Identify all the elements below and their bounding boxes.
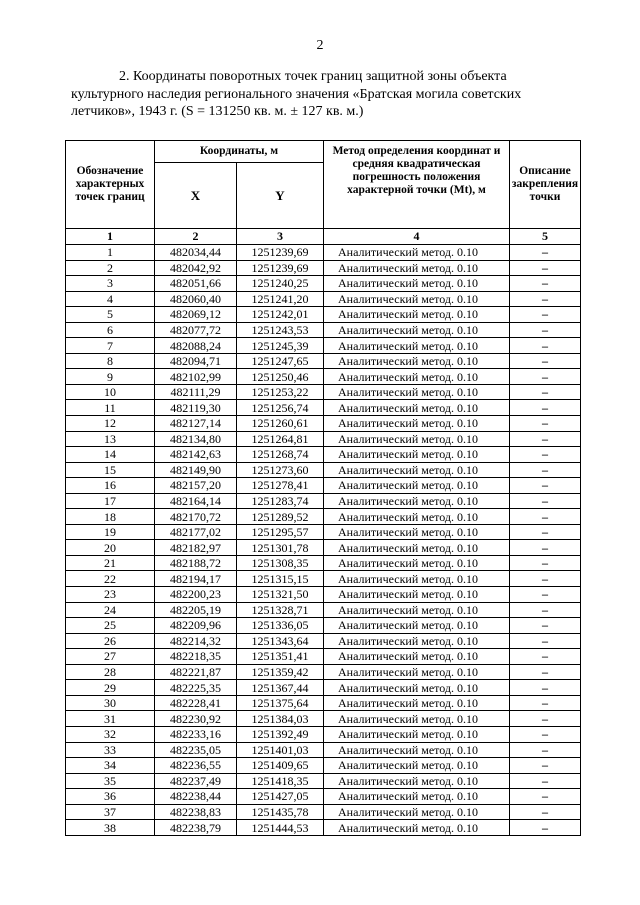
point-number: 16 [66,478,155,494]
point-number: 18 [66,509,155,525]
point-number: 2 [66,260,155,276]
y-coordinate: 1251351,41 [237,649,324,665]
description-cell: – [510,758,581,774]
y-coordinate: 1251401,03 [237,742,324,758]
method-cell: Аналитический метод. 0.10 [324,416,510,432]
y-coordinate: 1251343,64 [237,633,324,649]
x-coordinate: 482237,49 [155,773,237,789]
y-coordinate: 1251367,44 [237,680,324,696]
header-y: Y [237,163,324,229]
description-cell: – [510,695,581,711]
method-cell: Аналитический метод. 0.10 [324,742,510,758]
method-cell: Аналитический метод. 0.10 [324,540,510,556]
description-cell: – [510,431,581,447]
method-cell: Аналитический метод. 0.10 [324,447,510,463]
method-cell: Аналитический метод. 0.10 [324,338,510,354]
table-row [66,384,581,400]
description-cell: – [510,462,581,478]
table-row [66,773,581,789]
x-coordinate: 482060,40 [155,291,237,307]
point-number: 4 [66,291,155,307]
method-cell: Аналитический метод. 0.10 [324,695,510,711]
x-coordinate: 482119,30 [155,400,237,416]
x-coordinate: 482235,05 [155,742,237,758]
y-coordinate: 1251268,74 [237,447,324,463]
description-cell: – [510,540,581,556]
method-cell: Аналитический метод. 0.10 [324,649,510,665]
method-cell: Аналитический метод. 0.10 [324,711,510,727]
description-cell: – [510,493,581,509]
table-row [66,540,581,556]
section-heading [71,68,581,121]
point-number: 19 [66,524,155,540]
x-coordinate: 482088,24 [155,338,237,354]
y-coordinate: 1251289,52 [237,509,324,525]
column-number-row [66,229,581,245]
method-cell: Аналитический метод. 0.10 [324,602,510,618]
y-coordinate: 1251256,74 [237,400,324,416]
point-number: 30 [66,695,155,711]
table-row [66,618,581,634]
method-cell: Аналитический метод. 0.10 [324,664,510,680]
y-coordinate: 1251264,81 [237,431,324,447]
x-coordinate: 482238,44 [155,789,237,805]
table-row [66,820,581,836]
table-row [66,416,581,432]
y-coordinate: 1251247,65 [237,353,324,369]
description-cell: – [510,820,581,836]
point-number: 29 [66,680,155,696]
table-row [66,726,581,742]
y-coordinate: 1251295,57 [237,524,324,540]
y-coordinate: 1251245,39 [237,338,324,354]
table-row [66,804,581,820]
point-number: 38 [66,820,155,836]
method-cell: Аналитический метод. 0.10 [324,618,510,634]
table-row [66,664,581,680]
x-coordinate: 482238,79 [155,820,237,836]
description-cell: – [510,291,581,307]
x-coordinate: 482221,87 [155,664,237,680]
x-coordinate: 482182,97 [155,540,237,556]
x-coordinate: 482142,63 [155,447,237,463]
method-cell: Аналитический метод. 0.10 [324,260,510,276]
y-coordinate: 1251315,15 [237,571,324,587]
method-cell: Аналитический метод. 0.10 [324,587,510,603]
method-cell: Аналитический метод. 0.10 [324,571,510,587]
point-number: 26 [66,633,155,649]
description-cell: – [510,416,581,432]
y-coordinate: 1251239,69 [237,245,324,261]
point-number: 8 [66,353,155,369]
description-cell: – [510,322,581,338]
point-number: 11 [66,400,155,416]
x-coordinate: 482225,35 [155,680,237,696]
y-coordinate: 1251321,50 [237,587,324,603]
table-row [66,633,581,649]
method-cell: Аналитический метод. 0.10 [324,322,510,338]
description-cell: – [510,276,581,292]
x-coordinate: 482164,14 [155,493,237,509]
table-row [66,369,581,385]
column-number: 1 [66,229,155,245]
x-coordinate: 482127,14 [155,416,237,432]
x-coordinate: 482205,19 [155,602,237,618]
description-cell: – [510,245,581,261]
table-row [66,307,581,323]
point-number: 5 [66,307,155,323]
point-number: 13 [66,431,155,447]
x-coordinate: 482228,41 [155,695,237,711]
y-coordinate: 1251242,01 [237,307,324,323]
x-coordinate: 482214,32 [155,633,237,649]
x-coordinate: 482233,16 [155,726,237,742]
point-number: 21 [66,555,155,571]
y-coordinate: 1251240,25 [237,276,324,292]
description-cell: – [510,773,581,789]
table-row [66,447,581,463]
point-number: 22 [66,571,155,587]
method-cell: Аналитический метод. 0.10 [324,555,510,571]
point-number: 23 [66,587,155,603]
table-row [66,602,581,618]
table-row [66,509,581,525]
description-cell: – [510,618,581,634]
y-coordinate: 1251260,61 [237,416,324,432]
description-cell: – [510,524,581,540]
method-cell: Аналитический метод. 0.10 [324,400,510,416]
point-number: 14 [66,447,155,463]
x-coordinate: 482034,44 [155,245,237,261]
y-coordinate: 1251241,20 [237,291,324,307]
x-coordinate: 482042,92 [155,260,237,276]
y-coordinate: 1251384,03 [237,711,324,727]
table-row [66,291,581,307]
description-cell: – [510,384,581,400]
header-x: X [155,163,237,229]
table-row [66,322,581,338]
table-row [66,680,581,696]
heading-line-3: летчиков», 1943 г. (S = 131250 кв. м. ± 127 кв. м.) [71,104,364,119]
point-number: 12 [66,416,155,432]
x-coordinate: 482051,66 [155,276,237,292]
method-cell: Аналитический метод. 0.10 [324,307,510,323]
table-row [66,493,581,509]
method-cell: Аналитический метод. 0.10 [324,804,510,820]
description-cell: – [510,602,581,618]
table-row [66,555,581,571]
point-number: 6 [66,322,155,338]
x-coordinate: 482230,92 [155,711,237,727]
point-number: 33 [66,742,155,758]
description-cell: – [510,587,581,603]
description-cell: – [510,633,581,649]
method-cell: Аналитический метод. 0.10 [324,633,510,649]
point-number: 15 [66,462,155,478]
table-row [66,649,581,665]
y-coordinate: 1251359,42 [237,664,324,680]
y-coordinate: 1251239,69 [237,260,324,276]
point-number: 28 [66,664,155,680]
x-coordinate: 482077,72 [155,322,237,338]
method-cell: Аналитический метод. 0.10 [324,291,510,307]
method-cell: Аналитический метод. 0.10 [324,462,510,478]
method-cell: Аналитический метод. 0.10 [324,726,510,742]
y-coordinate: 1251427,05 [237,789,324,805]
point-number: 24 [66,602,155,618]
y-coordinate: 1251409,65 [237,758,324,774]
x-coordinate: 482157,20 [155,478,237,494]
method-cell: Аналитический метод. 0.10 [324,353,510,369]
y-coordinate: 1251444,53 [237,820,324,836]
column-number: 5 [510,229,581,245]
table-row [66,789,581,805]
table-row [66,353,581,369]
table-row [66,587,581,603]
page-number: 2 [316,38,324,53]
x-coordinate: 482209,96 [155,618,237,634]
description-cell: – [510,307,581,323]
table-row [66,571,581,587]
point-number: 37 [66,804,155,820]
table-row [66,245,581,261]
description-cell: – [510,447,581,463]
description-cell: – [510,789,581,805]
y-coordinate: 1251328,71 [237,602,324,618]
description-cell: – [510,353,581,369]
point-number: 1 [66,245,155,261]
point-number: 27 [66,649,155,665]
point-number: 9 [66,369,155,385]
method-cell: Аналитический метод. 0.10 [324,820,510,836]
x-coordinate: 482236,55 [155,758,237,774]
x-coordinate: 482177,02 [155,524,237,540]
table-row [66,338,581,354]
description-cell: – [510,555,581,571]
header-designation: Обозначение характерных точек границ [66,141,155,229]
x-coordinate: 482170,72 [155,509,237,525]
table-row [66,260,581,276]
table-row [66,462,581,478]
y-coordinate: 1251283,74 [237,493,324,509]
column-number: 2 [155,229,237,245]
header-method: Метод определения координат и средняя квадратическая погрешность положения характерной точки (Mt), м [324,141,510,229]
x-coordinate: 482194,17 [155,571,237,587]
description-cell: – [510,726,581,742]
point-number: 10 [66,384,155,400]
y-coordinate: 1251418,35 [237,773,324,789]
description-cell: – [510,649,581,665]
description-cell: – [510,571,581,587]
heading-line-1: 2. Координаты поворотных точек границ защитной зоны объекта [119,69,507,84]
x-coordinate: 482069,12 [155,307,237,323]
description-cell: – [510,664,581,680]
method-cell: Аналитический метод. 0.10 [324,509,510,525]
table-row [66,276,581,292]
description-cell: – [510,680,581,696]
method-cell: Аналитический метод. 0.10 [324,493,510,509]
y-coordinate: 1251375,64 [237,695,324,711]
method-cell: Аналитический метод. 0.10 [324,524,510,540]
x-coordinate: 482134,80 [155,431,237,447]
description-cell: – [510,338,581,354]
x-coordinate: 482200,23 [155,587,237,603]
y-coordinate: 1251273,60 [237,462,324,478]
point-number: 25 [66,618,155,634]
description-cell: – [510,509,581,525]
y-coordinate: 1251435,78 [237,804,324,820]
y-coordinate: 1251336,05 [237,618,324,634]
point-number: 17 [66,493,155,509]
method-cell: Аналитический метод. 0.10 [324,369,510,385]
point-number: 35 [66,773,155,789]
table-row [66,758,581,774]
table-row [66,431,581,447]
description-cell: – [510,478,581,494]
description-cell: – [510,400,581,416]
x-coordinate: 482218,35 [155,649,237,665]
y-coordinate: 1251301,78 [237,540,324,556]
y-coordinate: 1251243,53 [237,322,324,338]
table-row [66,742,581,758]
y-coordinate: 1251392,49 [237,726,324,742]
y-coordinate: 1251308,35 [237,555,324,571]
table-row [66,400,581,416]
point-number: 34 [66,758,155,774]
method-cell: Аналитический метод. 0.10 [324,384,510,400]
x-coordinate: 482094,71 [155,353,237,369]
heading-line-2: культурного наследия регионального значения «Братская могила советских [71,86,522,102]
description-cell: – [510,804,581,820]
header-description: Описание закрепления точки [510,141,581,229]
method-cell: Аналитический метод. 0.10 [324,245,510,261]
point-number: 20 [66,540,155,556]
point-number: 3 [66,276,155,292]
x-coordinate: 482188,72 [155,555,237,571]
point-number: 36 [66,789,155,805]
method-cell: Аналитический метод. 0.10 [324,431,510,447]
method-cell: Аналитический метод. 0.10 [324,773,510,789]
point-number: 32 [66,726,155,742]
column-number: 4 [324,229,510,245]
y-coordinate: 1251253,22 [237,384,324,400]
coordinates-table [65,140,581,836]
table-row [66,711,581,727]
description-cell: – [510,711,581,727]
x-coordinate: 482238,83 [155,804,237,820]
method-cell: Аналитический метод. 0.10 [324,276,510,292]
description-cell: – [510,742,581,758]
method-cell: Аналитический метод. 0.10 [324,758,510,774]
description-cell: – [510,369,581,385]
description-cell: – [510,260,581,276]
column-number: 3 [237,229,324,245]
method-cell: Аналитический метод. 0.10 [324,680,510,696]
method-cell: Аналитический метод. 0.10 [324,789,510,805]
table-row [66,524,581,540]
header-coordinates: Координаты, м [155,141,324,163]
point-number: 7 [66,338,155,354]
x-coordinate: 482149,90 [155,462,237,478]
y-coordinate: 1251250,46 [237,369,324,385]
method-cell: Аналитический метод. 0.10 [324,478,510,494]
table-row [66,695,581,711]
y-coordinate: 1251278,41 [237,478,324,494]
table-row [66,478,581,494]
point-number: 31 [66,711,155,727]
x-coordinate: 482111,29 [155,384,237,400]
table-body [66,245,581,836]
x-coordinate: 482102,99 [155,369,237,385]
